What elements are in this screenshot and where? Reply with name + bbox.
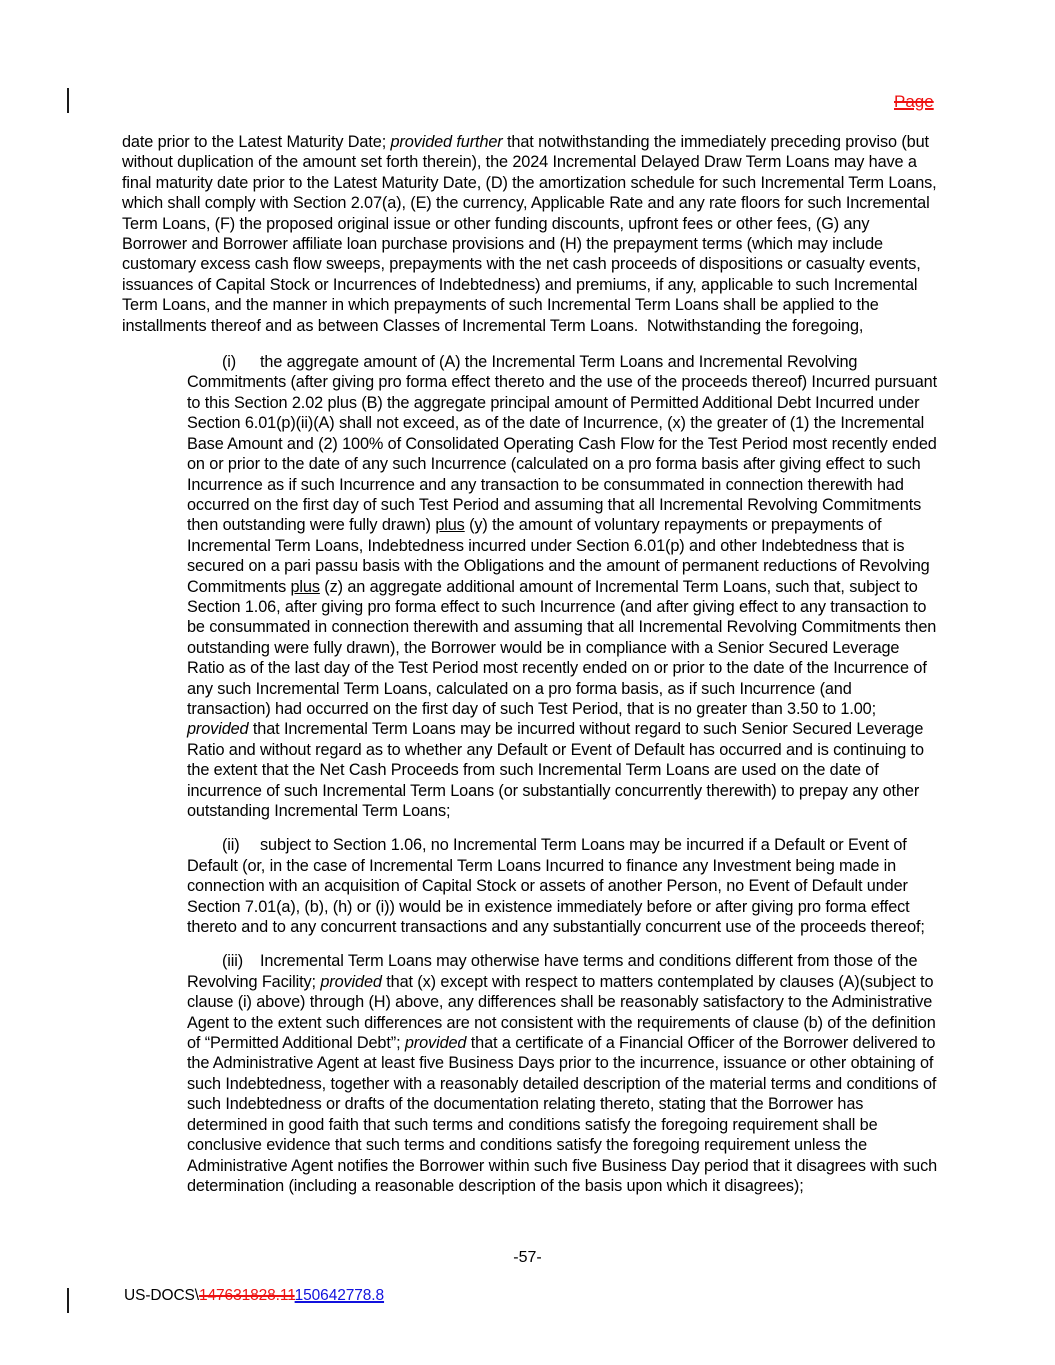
clause-paragraph-iii: (iii) Incremental Term Loans may otherwise have terms and conditions different from those of the Revolving Facility; provided that (x) except with respect to matters contemplated by clauses (A)(subject to clause (i) above) through (H) above, any differences shall be reasonably satisfactory to the Administrative Agent to the extent such differences are not consistent with the requirements of clause (b) of the definition of “Permitted Additional Debt”; provided that a certificate of a Financial Officer of the Borrower delivered to the Administrative Agent at least five Business Days prior to the incurrence, issuance or other obtaining of such Indebtedness, together with a reasonably detailed description of the material terms and conditions of such Indebtedness or drafts of the documentation relating thereto, stating that the Borrower has determined in good faith that such terms and conditions satisfy the foregoing requirement shall be conclusive evidence that such terms and conditions satisfy the foregoing requirement unless the Administrative Agent notifies the Borrower within such five Business Day period that it disagrees with such determination (including a reasonable description of the basis upon which it disagrees); [187,952,938,1195]
revision-change-bar-top [67,88,69,113]
clause-paragraph-ii: (ii) subject to Section 1.06, no Incremental Term Loans may be incurred if a Default or Event of Default (or, in the case of Incremental Term Loans Incurred to finance any Investment being made in connection with an acquisition of Capital Stock or assets of another Person, no Event of Default under Section 7.01(a), (b), (h) or (i)) would be in existence immediately before or after giving pro forma effect thereto and to any concurrent transactions and any substantially concurrent use of the proceeds thereof; [187,836,925,937]
paragraph-continuation: date prior to the Latest Maturity Date; provided further that notwithstanding the immediately preceding proviso (but without duplication of the amount set forth therein), the 2024 Incremental Delayed Draw Term Loans may have a final maturity date prior to the Latest Maturity Date, (D) the amortization schedule for such Incremental Term Loans, which shall comply with Section 2.07(a), (E) the currency, Applicable Rate and any rate floors for such Incremental Term Loans, (F) the proposed original issue or other funding discounts, upfront fees or other fees, (G) any Borrower and Borrower affiliate loan purchase provisions and (H) the prepayment terms (which may include customary excess cash flow sweeps, prepayments with the net cash proceeds of dispositions or casualty events, issuances of Capital Stock or Incurrences of Indebtedness) and premiums, if any, applicable to such Incremental Term Loans, and the manner in which prepayments of such Incremental Term Loans shall be applied to the installments thereof and as between Classes of Incremental Term Loans. Notwithstanding the foregoing, [122,133,937,335]
page-number: -57- [513,1249,542,1266]
doc-id-deleted: 147631828.11 [198,1287,295,1304]
document-id-footer [124,1287,384,1305]
doc-id-inserted: 150642778.8 [294,1287,385,1304]
deleted-page-header-label: Page [894,92,934,111]
revision-change-bar-bottom [67,1288,69,1313]
document-body [122,132,938,1210]
doc-id-prefix: US-DOCS\ [124,1287,199,1304]
clause-paragraph-i: (i) the aggregate amount of (A) the Incremental Term Loans and Incremental Revolving Commitments (after giving pro forma effect thereto and the use of the proceeds thereof) Incurred pursuant to this Section 2.02 plus (B) the aggregate principal amount of Permitted Additional Debt Incurred under Section 6.01(p)(ii)(A) shall not exceed, as of the date of Incurrence, (x) the greater of (1) the Incremental Base Amount and (2) 100% of Consolidated Operating Cash Flow for the Test Period most recently ended on or prior to the date of any such Incurrence (calculated on a pro forma basis after giving effect to such Incurrence as if such Incurrence and any transaction to be consummated in connection therewith had occurred on the first day of such Test Period and assuming that all Incremental Revolving Commitments then outstanding were fully drawn) plus (y) the amount of voluntary repayments or prepayments of Incremental Term Loans, Indebtedness incurred under Section 6.01(p) and other Indebtedness that is secured on a pari passu basis with the Obligations and the amount of permanent reductions of Revolving Commitments plus (z) an aggregate additional amount of Incremental Term Loans, such that, subject to Section 1.06, after giving pro forma effect to such Incurrence (and after giving effect to any transaction to be consummated in connection therewith and assuming that all Incremental Revolving Commitments then outstanding were fully drawn), the Borrower would be in compliance with a Senior Secured Leverage Ratio as of the last day of the Test Period most recently ended on or prior to the date of the Incurrence of any such Incremental Term Loans, calculated on a pro forma basis, as if such Incurrence (and transaction) had occurred on the first day of such Test Period, that is no greater than 3.50 to 1.00; provided that Incremental Term Loans may be incurred without regard to such Senior Secured Leverage Ratio and without regard as to whether any Default or Event of Default has occurred and is continuing to the extent that the Net Cash Proceeds from such Incremental Term Loans are used on the date of incurrence of such Incremental Term Loans (or substantially concurrently therewith) to prepay any other outstanding Incremental Term Loans; [187,353,938,820]
